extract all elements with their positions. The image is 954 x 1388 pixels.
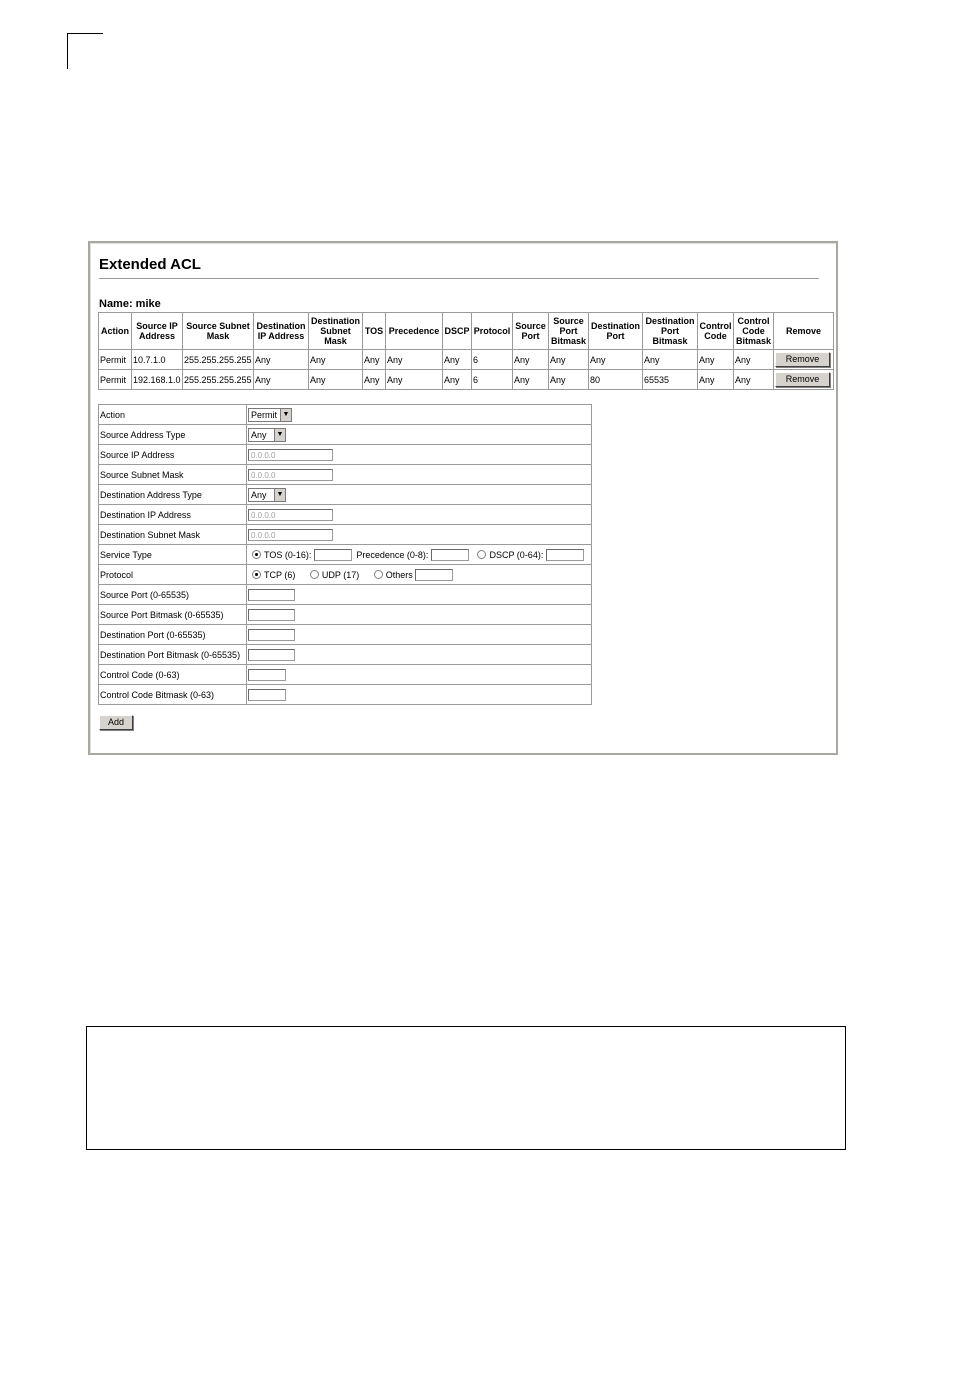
add-button[interactable]: Add [99,715,133,730]
dest-type-cell [247,485,592,505]
cell-dest-mask: Any [309,350,363,370]
form-row-dest-type [99,485,592,505]
source-port-cell [247,585,592,605]
precedence-label: Precedence (0-8): [356,549,429,560]
add-rule-form [98,404,592,705]
extended-acl-panel [88,241,838,755]
cell-dest-ip: Any [254,350,309,370]
col-source-mask: Source Subnet Mask [183,313,254,350]
cell-dest-port-bitmask: Any [643,350,698,370]
col-dest-port: Destination Port [589,313,643,350]
form-row-action [99,405,592,425]
cell-control-code: Any [698,350,734,370]
source-type-select[interactable] [248,428,286,442]
cell-precedence: Any [386,350,443,370]
cell-source-ip: 10.7.1.0 [132,350,183,370]
control-code-bitmask-input[interactable] [248,689,286,701]
cell-dscp: Any [443,350,472,370]
dest-mask-input[interactable]: 0.0.0.0 [248,529,333,541]
dscp-label: DSCP (0-64): [489,549,544,560]
col-dscp: DSCP [443,313,472,350]
dest-ip-label: Destination IP Address [99,505,247,525]
chevron-down-icon: ▼ [274,429,285,441]
source-ip-input[interactable]: 0.0.0.0 [248,449,333,461]
dest-port-cell [247,625,592,645]
cell-control-code-bitmask: Any [734,370,774,390]
cell-protocol: 6 [472,370,513,390]
source-type-cell [247,425,592,445]
cell-action: Permit [99,350,132,370]
remove-button[interactable]: Remove [775,372,830,387]
form-row-control-code-bitmask [99,685,592,705]
control-code-bitmask-cell [247,685,592,705]
page-corner-mark-vertical [67,33,68,69]
cell-source-port-bitmask: Any [549,350,589,370]
tos-input[interactable] [314,549,352,561]
source-port-bitmask-cell [247,605,592,625]
service-type-cell [247,545,592,565]
source-ip-label: Source IP Address [99,445,247,465]
chevron-down-icon: ▼ [280,409,291,421]
tcp-label: TCP (6) [264,569,296,580]
protocol-cell [247,565,592,585]
form-row-control-code [99,665,592,685]
cell-action: Permit [99,370,132,390]
dscp-input[interactable] [546,549,584,561]
cell-remove [774,350,834,370]
chevron-down-icon: ▼ [274,489,285,501]
col-precedence: Precedence [386,313,443,350]
dest-ip-cell [247,505,592,525]
dest-type-select-value: Any [251,489,267,500]
cell-tos: Any [363,350,386,370]
tos-radio[interactable] [252,550,261,559]
col-source-port: Source Port [513,313,549,350]
precedence-input[interactable] [431,549,469,561]
control-code-bitmask-label: Control Code Bitmask (0-63) [99,685,247,705]
dest-port-bitmask-input[interactable] [248,649,295,661]
action-cell [247,405,592,425]
cell-source-port: Any [513,350,549,370]
cell-dscp: Any [443,370,472,390]
action-select[interactable] [248,408,292,422]
source-port-label: Source Port (0-65535) [99,585,247,605]
col-control-code-bitmask: Control Code Bitmask [734,313,774,350]
source-type-select-value: Any [251,429,267,440]
col-remove: Remove [774,313,834,350]
form-row-source-port [99,585,592,605]
source-ip-cell [247,445,592,465]
rules-table [98,312,834,390]
cell-source-ip: 192.168.1.0 [132,370,183,390]
form-row-dest-port [99,625,592,645]
col-dest-port-bitmask: Destination Port Bitmask [643,313,698,350]
col-action: Action [99,313,132,350]
cell-source-mask: 255.255.255.255 [183,350,254,370]
dest-mask-label: Destination Subnet Mask [99,525,247,545]
others-input[interactable] [415,569,453,581]
tos-label: TOS (0-16): [264,549,312,560]
form-row-dest-ip [99,505,592,525]
form-row-source-mask [99,465,592,485]
form-row-source-port-bitmask [99,605,592,625]
tcp-radio[interactable] [252,570,261,579]
acl-name-label: Name: mike [99,298,161,310]
page-corner-mark-horizontal [67,33,103,34]
action-label: Action [99,405,247,425]
udp-label: UDP (17) [321,569,360,580]
form-row-dest-port-bitmask [99,645,592,665]
control-code-cell [247,665,592,685]
cell-precedence: Any [386,370,443,390]
dest-port-label: Destination Port (0-65535) [99,625,247,645]
cell-dest-port: Any [589,350,643,370]
source-port-input[interactable] [248,589,295,601]
cell-source-mask: 255.255.255.255 [183,370,254,390]
others-radio[interactable] [374,570,383,579]
table-row [99,370,834,390]
col-dest-ip: Destination IP Address [254,313,309,350]
protocol-label: Protocol [99,565,247,585]
cell-protocol: 6 [472,350,513,370]
form-row-dest-mask [99,525,592,545]
form-row-source-type [99,425,592,445]
col-control-code: Control Code [698,313,734,350]
source-mask-cell [247,465,592,485]
service-type-label: Service Type [99,545,247,565]
source-mask-label: Source Subnet Mask [99,465,247,485]
cell-control-code-bitmask: Any [734,350,774,370]
panel-title: Extended ACL [99,256,201,273]
dest-mask-cell [247,525,592,545]
form-row-source-ip [99,445,592,465]
cell-dest-port-bitmask: 65535 [643,370,698,390]
rules-header-row [99,313,834,350]
cell-source-port-bitmask: Any [549,370,589,390]
remove-button[interactable]: Remove [775,352,830,367]
col-source-port-bitmask: Source Port Bitmask [549,313,589,350]
action-select-value: Permit [251,409,278,420]
cell-dest-ip: Any [254,370,309,390]
dest-port-input[interactable] [248,629,295,641]
others-label: Others [385,569,413,580]
source-port-bitmask-input[interactable] [248,609,295,621]
cell-source-port: Any [513,370,549,390]
cell-dest-mask: Any [309,370,363,390]
col-protocol: Protocol [472,313,513,350]
control-code-label: Control Code (0-63) [99,665,247,685]
source-port-bitmask-label: Source Port Bitmask (0-65535) [99,605,247,625]
col-tos: TOS [363,313,386,350]
source-type-label: Source Address Type [99,425,247,445]
col-source-ip: Source IP Address [132,313,183,350]
cell-tos: Any [363,370,386,390]
col-dest-mask: Destination Subnet Mask [309,313,363,350]
cell-control-code: Any [698,370,734,390]
dest-ip-input[interactable]: 0.0.0.0 [248,509,333,521]
form-row-protocol [99,565,592,585]
dscp-radio[interactable] [477,550,486,559]
dest-type-select[interactable] [248,488,286,502]
source-mask-input[interactable]: 0.0.0.0 [248,469,333,481]
title-divider [99,278,819,279]
dest-type-label: Destination Address Type [99,485,247,505]
table-row [99,350,834,370]
dest-port-bitmask-label: Destination Port Bitmask (0-65535) [99,645,247,665]
dest-port-bitmask-cell [247,645,592,665]
form-row-service-type [99,545,592,565]
udp-radio[interactable] [310,570,319,579]
cell-remove [774,370,834,390]
empty-outline-box [86,1026,846,1150]
cell-dest-port: 80 [589,370,643,390]
control-code-input[interactable] [248,669,286,681]
